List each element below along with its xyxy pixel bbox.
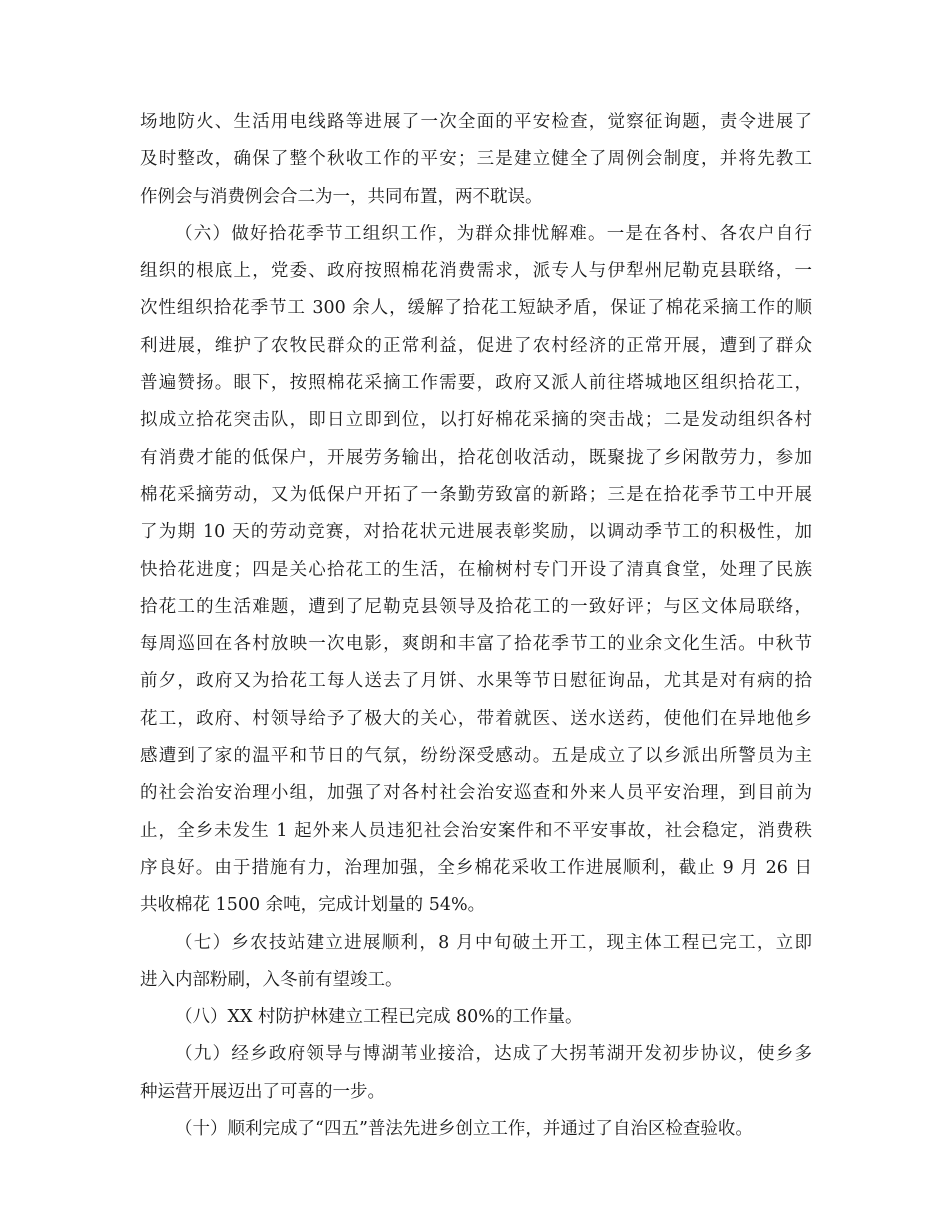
text-line: 每周巡回在各村放映一次电影，爽朗和丰富了拾花季节工的业余文化生活。中秋节 (140, 634, 812, 655)
text-line: 组织的根底上，党委、政府按照棉花消费需求，派专人与伊犁州尼勒克县联络，一 (140, 261, 812, 282)
text-line: 感遭到了家的温平和节日的气氛，纷纷深受感动。五是成立了以乡派出所警员为主 (140, 746, 812, 767)
text-line: 普遍赞扬。眼下，按照棉花采摘工作需要，政府又派人前往塔城地区组织拾花工， (140, 373, 812, 394)
paragraph-start-line: （七）乡农技站建立进展顺利，8 月中旬破土开工，现主体工程已完工，立即 (175, 932, 812, 953)
paragraph-start-line: （十）顺利完成了“四五”普法先进乡创立工作，并通过了自治区检查验收。 (175, 1119, 753, 1140)
text-line: 种运营开展迈出了可喜的一步。 (140, 1081, 385, 1102)
text-line: 的社会治安治理小组，加强了对各村社会治安巡查和外来人员平安治理，到目前为 (140, 783, 812, 804)
text-line: 花工，政府、村领导给予了极大的关心，带着就医、送水送药，使他们在异地他乡 (140, 708, 812, 729)
text-line: 进入内部粉刷，入冬前有望竣工。 (140, 969, 403, 990)
text-line: 利进展，维护了农牧民群众的正常利益，促进了农村经济的正常开展，遭到了群众 (140, 335, 812, 356)
text-line: 止，全乡未发生 1 起外来人员违犯社会治安案件和不平安事故，社会稳定，消费秩 (140, 820, 812, 841)
text-line: 拟成立拾花突击队，即日立即到位，以打好棉花采摘的突击战；二是发动组织各村 (140, 410, 812, 431)
text-line: 了为期 10 天的劳动竞赛，对拾花状元进展表彰奖励，以调动季节工的积极性，加 (140, 522, 812, 543)
document-body (140, 104, 812, 1148)
text-line: 拾花工的生活难题，遭到了尼勒克县领导及拾花工的一致好评；与区文体局联络， (140, 596, 812, 617)
text-line: 场地防火、生活用电线路等进展了一次全面的平安检查，觉察征询题，责令进展了 (140, 112, 812, 132)
text-line: 作例会与消费例会合二为一，共同布置，两不耽误。 (140, 186, 543, 207)
text-line: 快拾花进度；四是关心拾花工的生活，在榆树村专门开设了清真食堂，处理了民族 (140, 559, 812, 580)
text-line: 前夕，政府又为拾花工每人送去了月饼、水果等节日慰征询品，尤其是对有病的拾 (140, 671, 812, 692)
text-line: 棉花采摘劳动，又为低保户开拓了一条勤劳致富的新路；三是在拾花季节工中开展 (140, 484, 812, 505)
text-line: 次性组织拾花季节工 300 余人，缓解了拾花工短缺矛盾，保证了棉花采摘工作的顺 (140, 298, 812, 319)
paragraph-start-line: （六）做好拾花季节工组织工作，为群众排忧解难。一是在各村、各农户自行 (175, 223, 812, 244)
paragraph-start-line: （九）经乡政府领导与博湖苇业接洽，达成了大拐苇湖开发初步协议，使乡多 (175, 1044, 812, 1065)
paragraph-start-line: （八）XX 村防护林建立工程已完成 80%的工作量。 (175, 1007, 583, 1028)
text-line: 及时整改，确保了整个秋收工作的平安；三是建立健全了周例会制度，并将先教工 (140, 149, 812, 170)
text-line: 有消费才能的低保户，开展劳务输出，拾花创收活动，既聚拢了乡闲散劳力，参加 (140, 447, 812, 468)
text-line: 序良好。由于措施有力，治理加强，全乡棉花采收工作进展顺利，截止 9 月 26 日 (140, 857, 812, 878)
text-line: 共收棉花 1500 余吨，完成计划量的 54%。 (140, 895, 486, 916)
